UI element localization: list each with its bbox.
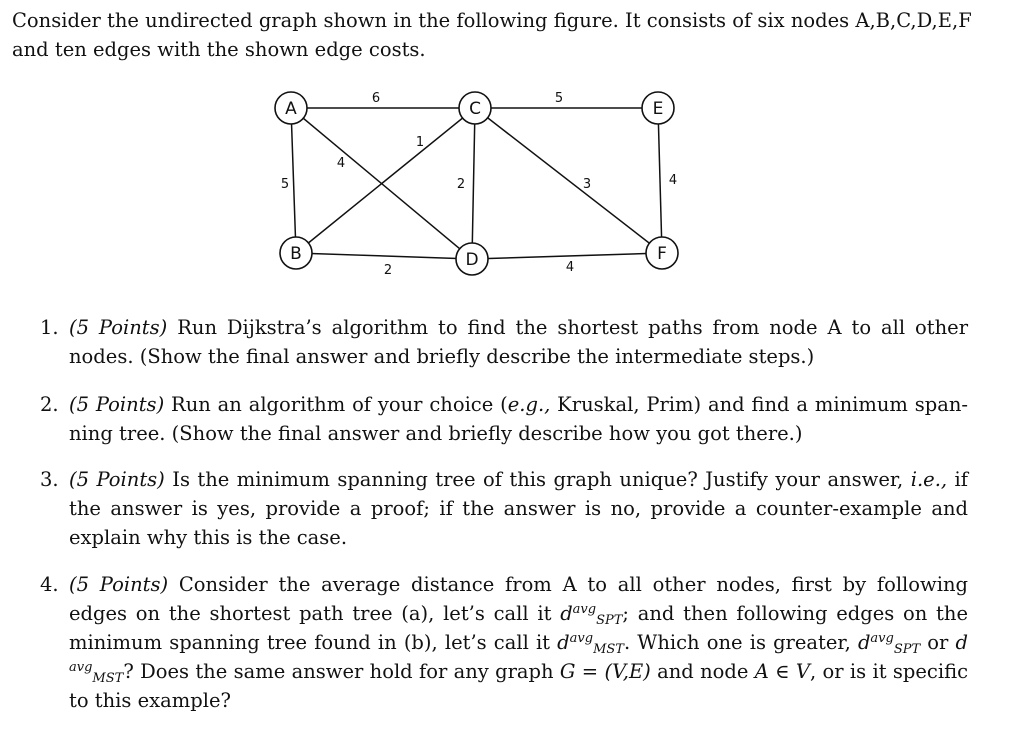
math-d: d	[857, 631, 871, 654]
math-sup-avg: avg	[572, 602, 597, 617]
question-points: (5 Points)	[69, 573, 169, 596]
node-f	[646, 237, 678, 269]
question-text: if the answer is yes, provide a proof; if the answer is no, provide a counter-example and explain why this is the case.	[69, 468, 968, 549]
edge-label-c-d: 2	[456, 177, 466, 192]
question-4	[40, 570, 968, 715]
node-d-label: D	[465, 250, 479, 270]
problem-intro: Consider the undirected graph shown in the following figure. It consists of six nodes A,B,C,D,E,F and ten edges with the shown edge costs.	[12, 9, 972, 61]
question-text: ; and then following edges on the minimum spanning tree found in (b), let’s call it	[69, 602, 968, 654]
math-sup-avg: avg	[569, 631, 594, 646]
math-scripts	[569, 631, 624, 657]
graph-expression: G = (V,E)	[559, 660, 651, 683]
question-text: Consider the average distance from A to all other nodes, first by following edges on the shortest path tree (a), let’s call it	[69, 573, 968, 625]
math-sub-mst: MST	[593, 642, 624, 657]
question-text: and node	[650, 660, 755, 683]
math-sub-spt: SPT	[596, 613, 623, 628]
math-scripts	[870, 631, 921, 657]
math-scripts	[69, 660, 124, 686]
question-points: (5 Points)	[69, 316, 168, 339]
node-a-label: A	[285, 99, 297, 119]
math-sup-avg: avg	[870, 631, 894, 646]
question-body	[69, 390, 968, 448]
edge-b-d	[296, 253, 472, 259]
edge-label-a-b: 5	[280, 177, 290, 192]
edge-c-d	[472, 108, 475, 259]
node-e-label: E	[652, 99, 664, 119]
question-text: Is the minimum spanning tree of this graph unique? Justify your answer,	[172, 468, 911, 491]
edge-d-f	[472, 253, 662, 259]
edge-label-e-f: 4	[668, 173, 678, 188]
question-text: or	[920, 631, 956, 654]
question-body	[69, 570, 968, 715]
question-text: . Which one is greater,	[623, 631, 858, 654]
edge-label-b-d: 2	[383, 263, 393, 278]
node-c-label: C	[469, 99, 481, 119]
node-expression: A ∈ V	[754, 660, 811, 683]
question-number: 3.	[40, 468, 59, 491]
question-number: 2.	[40, 393, 59, 416]
math-sub-spt: SPT	[893, 642, 921, 657]
math-d: d	[557, 631, 570, 654]
d-spt-symbol	[857, 631, 921, 657]
question-points: (5 Points)	[69, 468, 165, 491]
node-c	[459, 92, 491, 124]
question-2	[40, 390, 968, 448]
d-mst-symbol	[557, 631, 624, 657]
node-e	[642, 92, 674, 124]
edge-c-f	[475, 108, 662, 253]
graph-figure	[0, 84, 1024, 284]
question-text: Run Dijkstra’s algorithm to find the shortest paths from node A to all other nodes. (Show the final answer and briefly describe the intermediate steps.)	[69, 316, 969, 368]
question-text-eg: e.g.,	[507, 393, 551, 416]
question-points: (5 Points)	[69, 393, 165, 416]
edge-label-c-f: 3	[582, 177, 592, 192]
node-a	[275, 92, 307, 124]
question-body	[69, 313, 968, 371]
question-number: 1.	[40, 316, 59, 339]
question-3	[40, 465, 968, 552]
node-b	[280, 237, 312, 269]
d-spt-symbol	[560, 602, 623, 628]
math-d: d	[560, 602, 573, 625]
question-text: Kruskal, Prim) and find a minimum span- ning tree. (Show the final answer and briefly describe how you got there.)	[69, 393, 969, 445]
question-text-ie: i.e.,	[910, 468, 948, 491]
question-number: 4.	[40, 573, 59, 596]
edge-a-b	[291, 108, 296, 253]
edge-label-b-c: 1	[415, 135, 425, 150]
node-b-label: B	[290, 244, 302, 264]
node-d	[456, 243, 488, 275]
edge-e-f	[658, 108, 662, 253]
question-text: ? Does the same answer hold for any graph	[123, 660, 560, 683]
edge-label-a-c: 6	[371, 91, 381, 106]
edge-label-a-d: 4	[336, 156, 346, 171]
math-sup-avg: avg	[69, 660, 93, 675]
edge-label-c-e: 5	[554, 91, 564, 106]
math-scripts	[572, 602, 623, 628]
question-text: , or is it specific to this example?	[69, 660, 968, 712]
question-text: Run an algorithm of your choice (	[171, 393, 508, 416]
edge-label-d-f: 4	[565, 260, 575, 275]
edge-b-c	[296, 108, 475, 253]
question-body	[69, 465, 968, 552]
math-d: d	[955, 631, 968, 654]
question-1	[40, 313, 968, 371]
math-sub-mst: MST	[92, 671, 124, 686]
node-f-label: F	[657, 244, 667, 264]
